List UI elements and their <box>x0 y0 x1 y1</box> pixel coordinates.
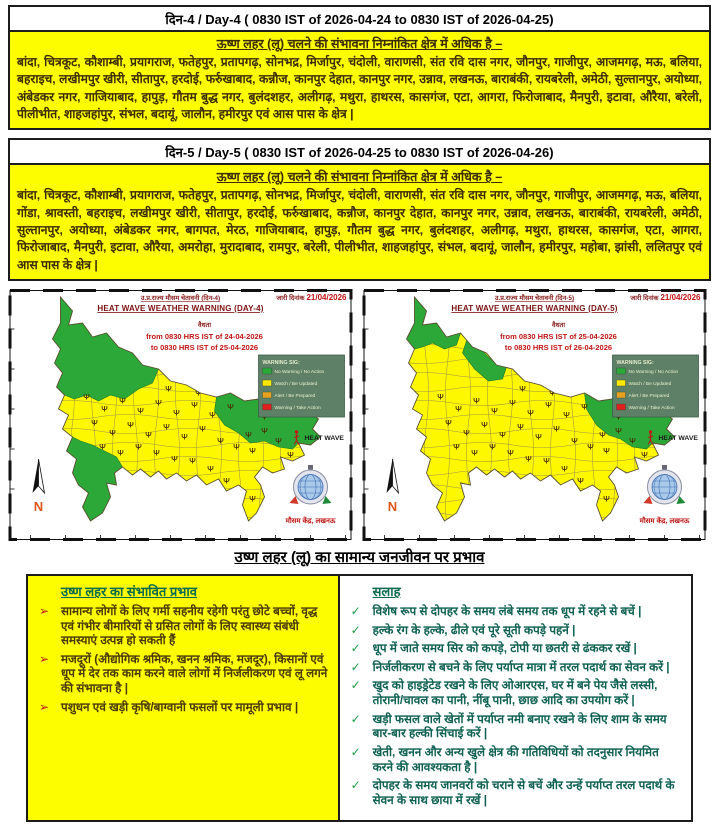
day4-box-body <box>10 32 709 128</box>
advice-column-header: सलाह <box>372 583 401 599</box>
impact-advice-table <box>26 574 693 823</box>
legend-swatch-yellow <box>617 380 626 386</box>
list-item <box>349 778 682 807</box>
impact-text: मजदूरों (औद्योगिक श्रमिक, खनन श्रमिक, मजदूर), किसानों एवं धूप में देर तक काम करने वाले लोगों में निर्जलीकरण एवं लू लगने की संभावना है | <box>61 651 328 696</box>
advice-text: खेती, खनन और अन्य खुले क्षेत्र की गतिविधियों को तदनुसार नियमित करने की आवश्यकता है | <box>372 744 659 774</box>
valid-from: from 0830 HRS IST of 24-04-2026 <box>146 331 263 341</box>
impacts-list <box>37 604 329 714</box>
impacts-column <box>28 576 340 821</box>
legend-swatch-red <box>263 404 272 410</box>
day5-warning-box <box>8 138 711 281</box>
legend-title: WARNING SIG: <box>616 359 654 366</box>
map-credit: मौसम केंद्र, लखनऊ <box>639 517 690 525</box>
legend-label-no-warning: No Warning / No Action <box>274 369 325 375</box>
impacts-column-header: उष्ण लहर का संभावित प्रभाव <box>61 583 197 599</box>
issued-date: 21/04/2026 <box>306 292 347 302</box>
legend-swatch-red <box>617 404 626 410</box>
advice-list <box>349 604 682 808</box>
advice-text: खड़ी फसल वाले खेतों में पर्याप्त नमी बनाए रखने के लिए शाम के समय बार-बार हल्की सिंचाई करें | <box>372 711 667 741</box>
valid-to: to 0830 HRS IST of 25-04-2026 <box>150 342 259 352</box>
list-item <box>349 604 682 619</box>
advice-text: हल्के रंग के हल्के, ढीले एवं पूरे सूती कपड़े पहनें | <box>372 622 576 637</box>
list-item <box>349 712 682 741</box>
legend-swatch-orange <box>263 392 272 398</box>
legend-swatch-orange <box>617 392 626 398</box>
arrow-bullet-icon: ➢ <box>39 651 50 666</box>
maps-row <box>8 289 711 541</box>
issued-label: जारी दिनांक <box>276 294 305 302</box>
arrow-bullet-icon: ➢ <box>39 603 50 618</box>
arrow-bullet-icon: ➢ <box>39 699 50 714</box>
legend-swatch-green <box>263 368 272 374</box>
day4-district-list: बांदा, चित्रकूट, कौशाम्बी, प्रयागराज, फतेहपुर, प्रतापगढ़, सोनभद्र, मिर्जापुर, चंदोली, वाराणसी, संत रवि दास नगर, जौनपुर, गाजीपुर, आजमगढ़, मऊ, बलिया, बहराइच, लखीमपुर खीरी, सीतापुर, हरदोई, फर्रुखाबाद, कन्नौज, कानपुर देहात, कानपुर नगर, उन्नाव, लखनऊ, बाराबंकी, रायबरेली, अमेठी, सुल्तानपुर, अयोध्या, अंबेडकर नगर, गाजियाबाद, हापुड़, गौतम बुद्ध नगर, बुलंदशहर, अलीगढ़, मथुरा, हाथरस, कासगंज, एटा, आगरा, फिरोजाबाद, मैनपुरी, इटावा, औरैया, बरेली, पीलीभीत, शाहजहांपुर, संभल, बदायूं, जालौन, हमीरपुर एवं आस पास के क्षेत्र | <box>17 55 702 121</box>
list-item <box>349 660 682 675</box>
map-legend <box>613 355 699 417</box>
heat-wave-marker-label: HEAT WAVE <box>658 434 698 442</box>
validity-label: वैधता <box>198 321 211 329</box>
map-title-hindi: उ.प्र.राज्य मौसम चेतावनी (दिन-4) <box>140 294 221 302</box>
check-bullet-icon: ✓ <box>350 778 361 793</box>
legend-label-no-warning: No Warning / No Action <box>628 369 679 375</box>
map-title-english: HEAT WAVE WEATHER WARNING (DAY-4) <box>97 303 264 313</box>
day5-district-list: बांदा, चित्रकूट, कौशाम्बी, प्रयागराज, फतेहपुर, प्रतापगढ़, सोनभद्र, मिर्जापुर, चंदोली, वाराणसी, संत रवि दास नगर, जौनपुर, गाजीपुर, आजमगढ़, मऊ, बलिया, गोंडा, श्रावस्ती, बहराइच, लखीमपुर खीरी, सीतापुर, हरदोई, फर्रुखाबाद, कन्नौज, कानपुर देहात, कानपुर नगर, उन्नाव, लखनऊ, बाराबंकी, रायबरेली, अमेठी, सुल्तानपुर, अयोध्या, अंबेडकर नगर, बागपत, मेरठ, गाजियाबाद, हापुड़, गौतम बुद्ध नगर, बुलंदशहर, अलीगढ़, मथुरा, हाथरस, कासगंज, एटा, आगरा, फिरोजाबाद, मैनपुरी, इटावा, औरैया, अमरोहा, मुरादाबाद, रामपुर, बरेली, पीलीभीत, शाहजहांपुर, संभल, बदायूं, जालौन, हमीरपुर, महोबा, झांसी, ललितपुर एवं आस पास के क्षेत्र | <box>17 188 702 272</box>
day5-box-body <box>10 165 709 279</box>
check-bullet-icon: ✓ <box>350 744 361 759</box>
list-item <box>37 700 329 715</box>
legend-label-watch: Watch / Be Updated <box>274 381 318 387</box>
advice-text: खुद को हाइड्रेटेड रखने के लिए ओआरएस, घर में बने पेय जैसे लस्सी, तोरानी/चावल का पानी, नींबू पानी, छाछ आदि का उपयोग करें | <box>372 678 658 708</box>
day5-subtitle: ऊष्ण लहर (लू) चलने की संभावना निम्नांकित क्षेत्र में अधिक है – <box>216 170 503 185</box>
advice-text: विशेष रूप से दोपहर के समय लंबे समय तक धूप में रहने से बचें | <box>372 603 642 618</box>
list-item <box>37 652 329 696</box>
valid-to: to 0830 HRS IST of 26-04-2026 <box>504 342 613 352</box>
legend-label-watch: Watch / Be Updated <box>628 381 672 387</box>
issued-date: 21/04/2026 <box>660 292 701 302</box>
check-bullet-icon: ✓ <box>350 622 361 637</box>
compass-north-label: N <box>33 498 44 514</box>
list-item <box>37 604 329 648</box>
check-bullet-icon: ✓ <box>350 711 361 726</box>
map-credit: मौसम केंद्र, लखनऊ <box>285 517 336 525</box>
day4-warning-box <box>8 5 711 130</box>
day5-box-title: दिन-5 / Day-5 ( 0830 IST of 2026-04-25 to 0830 IST of 2026-04-26) <box>10 140 709 165</box>
list-item <box>349 678 682 707</box>
list-item <box>349 623 682 638</box>
list-item <box>349 641 682 656</box>
day4-map-canvas <box>8 289 353 541</box>
check-bullet-icon: ✓ <box>350 678 361 693</box>
advice-text: धूप में जाते समय सिर को कपड़े, टोपी या छतरी से ढंककर रखें | <box>372 641 637 656</box>
day4-box-title: दिन-4 / Day-4 ( 0830 IST of 2026-04-24 to 0830 IST of 2026-04-25) <box>10 7 709 32</box>
legend-title: WARNING SIG: <box>262 359 300 366</box>
impact-text: पशुधन एवं खड़ी कृषि/बाग्वानी फसलों पर मामूली प्रभाव | <box>61 699 299 714</box>
legend-label-warning: Warning / Take Action <box>274 405 321 411</box>
issued-label: जारी दिनांक <box>630 294 659 302</box>
day5-map-canvas <box>362 289 707 541</box>
heat-wave-marker-label: HEAT WAVE <box>304 434 344 442</box>
legend-label-warning: Warning / Take Action <box>628 405 675 411</box>
check-bullet-icon: ✓ <box>350 659 361 674</box>
legend-label-alert: Alert / Be Prepared <box>274 393 316 399</box>
impact-text: सामान्य लोगों के लिए गर्मी सहनीय रहेगी परंतु छोटे बच्चों, वृद्ध एवं गंभीर बीमारियों से ग्रसित लोगों के लिए स्वास्थ्य संबंधी समस्याएं उत्पन्न हो सकती हैं <box>61 603 318 648</box>
advice-column <box>340 576 691 821</box>
map-title-hindi: उ.प्र.राज्य मौसम चेतावनी (दिन-5) <box>494 294 575 302</box>
day4-heat-wave-map <box>8 289 353 541</box>
compass-north-label: N <box>387 498 398 514</box>
advice-text: दोपहर के समय जानवरों को चराने से बचें और उन्हें पर्याप्त तरल पदार्थ के सेवन के साथ छाया में रखें | <box>372 778 675 807</box>
impact-section-heading: उष्ण लहर (लू) का सामान्य जनजीवन पर प्रभाव <box>234 548 485 566</box>
day4-subtitle: ऊष्ण लहर (लू) चलने की संभावना निम्नांकित क्षेत्र में अधिक है – <box>216 37 503 51</box>
valid-from: from 0830 HRS IST of 25-04-2026 <box>500 331 617 341</box>
check-bullet-icon: ✓ <box>350 603 361 618</box>
validity-label: वैधता <box>552 321 565 329</box>
map-legend <box>259 355 345 417</box>
legend-label-alert: Alert / Be Prepared <box>628 393 670 399</box>
check-bullet-icon: ✓ <box>350 641 361 656</box>
list-item <box>349 745 682 774</box>
map-title-english: HEAT WAVE WEATHER WARNING (DAY-5) <box>451 303 618 313</box>
advice-text: निर्जलीकरण से बचने के लिए पर्याप्त मात्रा में तरल पदार्थ का सेवन करें | <box>372 659 670 674</box>
day5-heat-wave-map <box>362 289 707 541</box>
legend-swatch-yellow <box>263 380 272 386</box>
legend-swatch-green <box>617 368 626 374</box>
